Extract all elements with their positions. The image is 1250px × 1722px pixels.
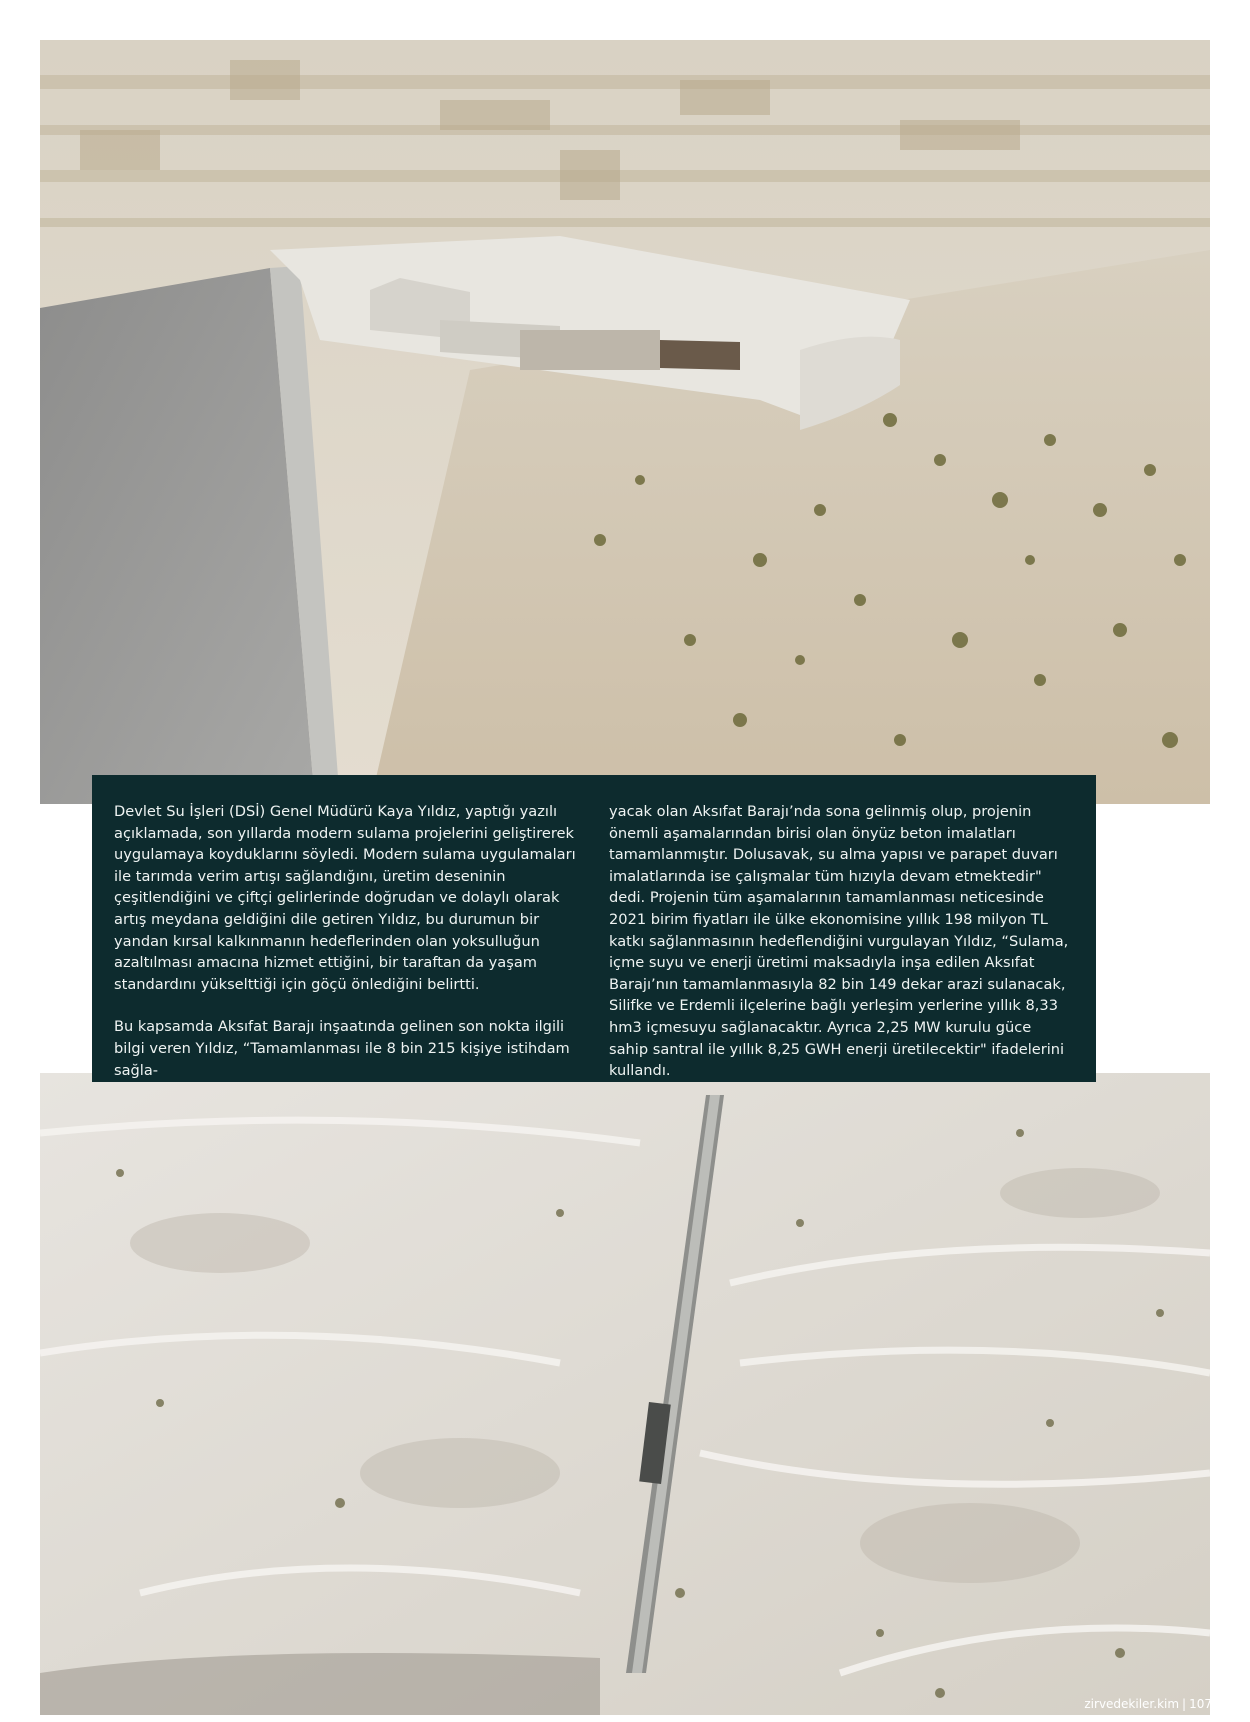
article-column-right [609, 801, 1074, 1082]
article-text-panel [92, 775, 1096, 1082]
footer-site: zirvedekiler.kim [1084, 1697, 1180, 1711]
article-column-left [114, 801, 579, 1082]
dam-aerial-photo [40, 40, 1210, 804]
article-paragraph: yacak olan Aksıfat Barajı’nda sona gelinmiş olup, projenin önemli aşamalarından birisi olan önyüz beton imalatları tamamlanmıştır. Dolusavak, su alma yapısı ve parapet duvarı imalatlarında ise çalışmalar tüm hızıyla devam etmektedir" dedi. Projenin tüm aşamalarının tamamlanması neticesinde 2021 birim fiyatları ile ülke ekonomisine yıllık 198 milyon TL katkı sağlanmasının hedeflendiğini vurgulayan Yıldız, “Sulama, içme suyu ve enerji üretimi maksadıyla inşa edilen Aksıfat Barajı’nın tamamlanmasıyla 82 bin 149 dekar arazi sulanacak, Silifke ve Erdemli ilçelerine bağlı yerleşim yerlerine yıllık 8,33 hm3 içmesuyu sağlanacaktır. Ayrıca 2,25 MW kurulu güce sahip santral ile yıllık 8,25 GWH enerji üretilecektir" ifadelerini kullandı. [609, 803, 1069, 1080]
footer-separator: | [1182, 1697, 1187, 1711]
article-paragraph: Bu kapsamda Aksıfat Barajı inşaatında gelinen son nokta ilgili bilgi veren Yıldız, “Tamamlanması ile 8 bin 215 kişiye istihdam sağla- [114, 1018, 570, 1079]
spillway-channel-aerial-photo [40, 1073, 1210, 1715]
article-paragraph: Devlet Su İşleri (DSİ) Genel Müdürü Kaya Yıldız, yaptığı yazılı açıklamada, son yıllarda modern sulama projelerini geliştirerek uygulamaya koyduklarını söyledi. Modern sulama uygulamaları ile tarımda verim artışı sağlandığını, üretim deseninin çeşitlendiğini ve çiftçi gelirlerinde doğrudan ve dolaylı olarak artış meydana geldiğini dile getiren Yıldız, bu durumun bir yandan kırsal kalkınmanın hedeflerinden olan yoksulluğun azaltılması amacına hizmet ettiğini, bir taraftan da yaşam standardını yükselttiği için göçü önlediğini belirtti. [114, 803, 576, 993]
page-number: 107 [1189, 1697, 1212, 1711]
page-footer [1084, 1697, 1212, 1711]
